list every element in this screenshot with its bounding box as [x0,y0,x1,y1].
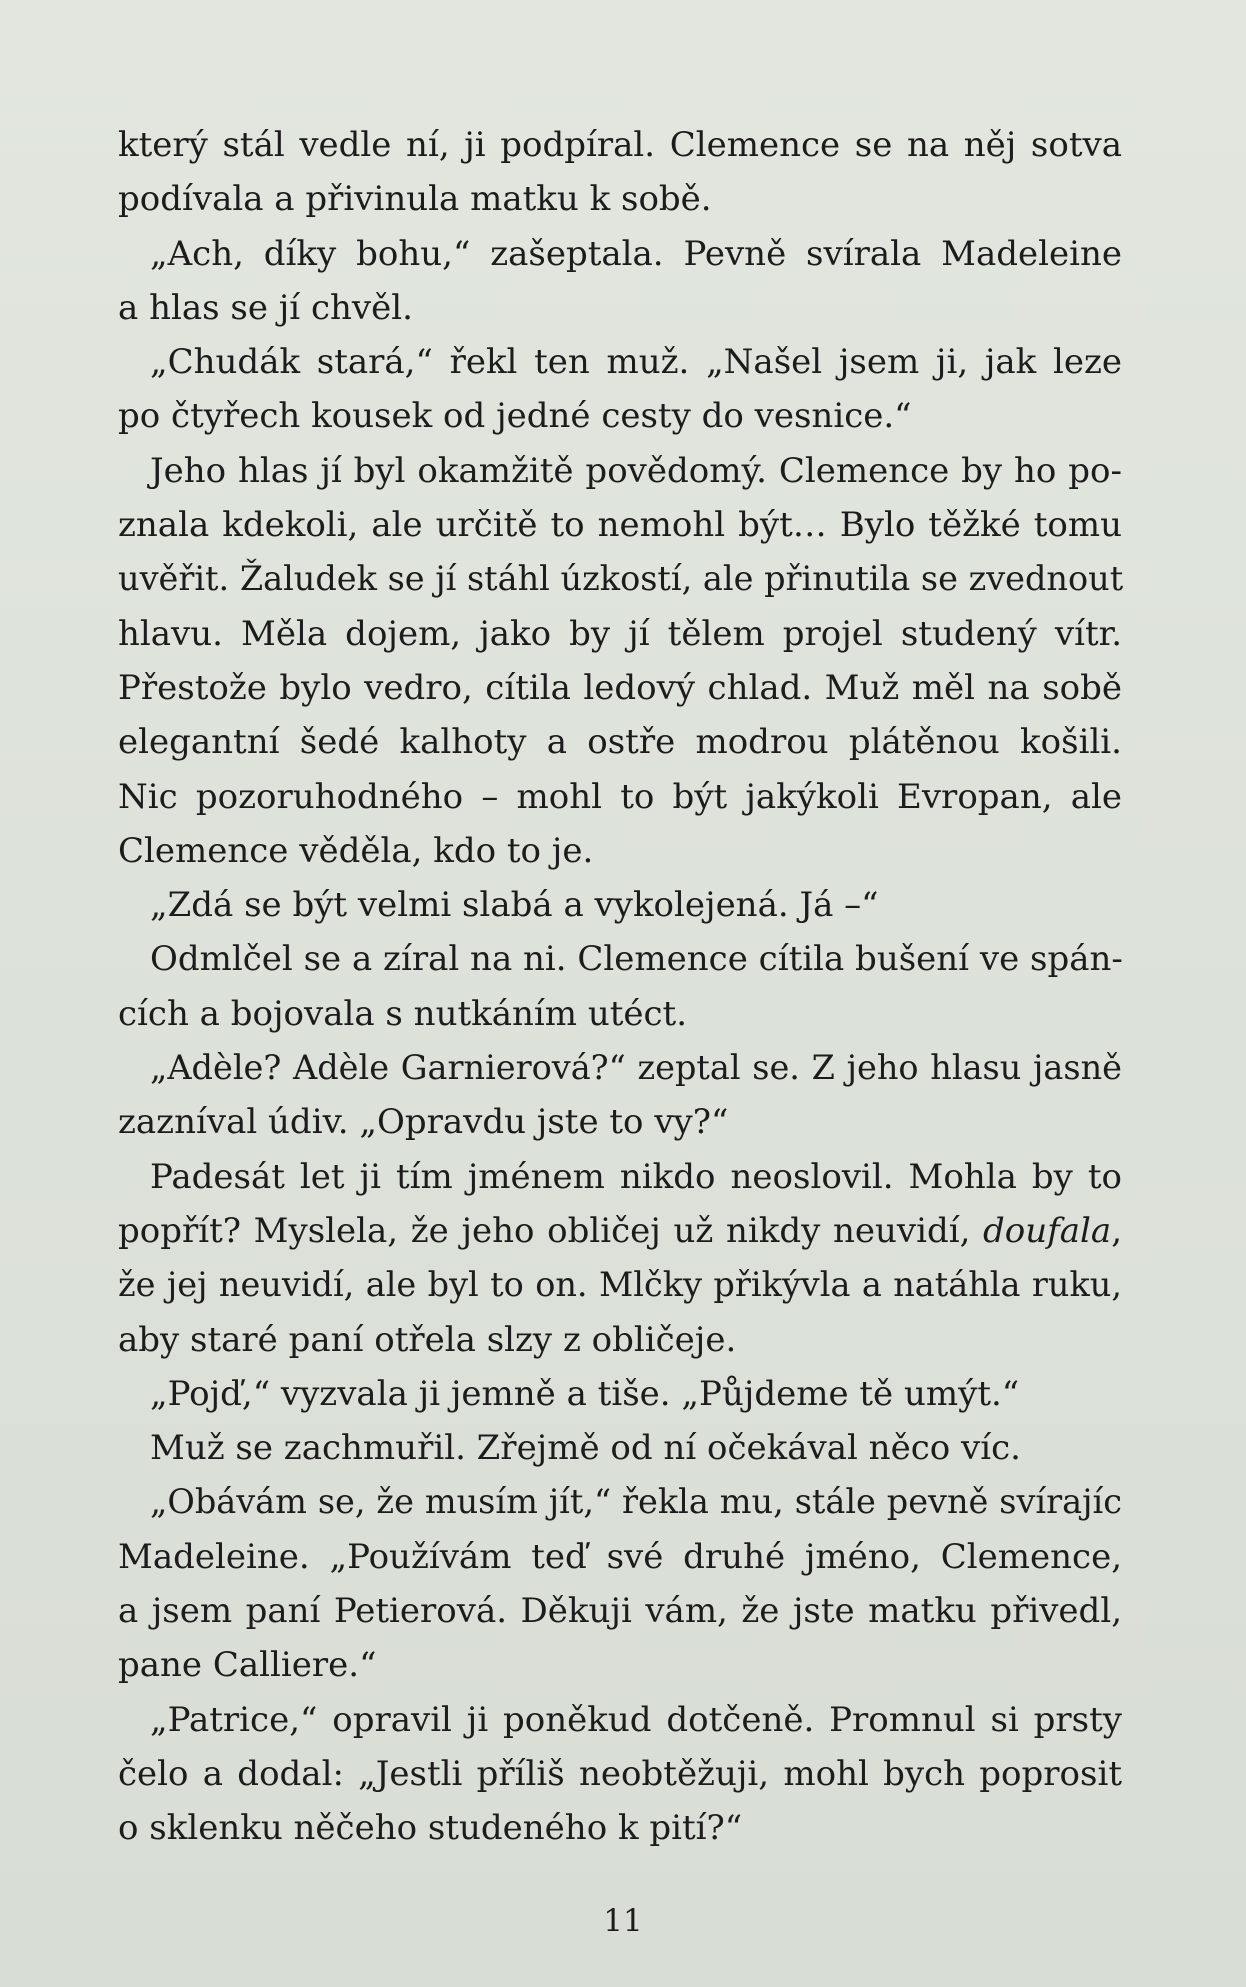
text-line: „Chudák stará,“ řekl ten muž. „Našel jsem ji, jak leze [150,342,1122,383]
text-line: „Pojď,“ vyzvala ji jemně a tiše. „Půjdeme tě umýt.“ [150,1373,1020,1414]
text-line: pane Calliere.“ [118,1645,377,1686]
text-line: aby staré paní otřela slzy z obličeje. [118,1319,737,1360]
text-line: uvěřit. Žaludek se jí stáhl úzkostí, ale přinutila se zvednout [118,559,1124,599]
text-line: který stál vedle ní, ji podpíral. Clemence se na něj sotva [118,125,1122,165]
text-line: „Zdá se být velmi slabá a vykolejená. Já –“ [150,885,879,926]
text-line: „Adèle? Adèle Garnierová?“ zeptal se. Z jeho hlasu jasně [150,1048,1122,1088]
text-line: zazníval údiv. „Opravdu jste to vy?“ [118,1102,729,1143]
text-line: Madeleine. „Používám teď své druhé jméno, Clemence, [118,1536,1122,1577]
text-line: „Obávám se, že musím jít,“ řekla mu, stále pevně svírajíc [150,1482,1122,1522]
text-line: „Patrice,“ opravil ji poněkud dotčeně. Promnul si prsty [150,1699,1122,1740]
text-line: čelo a dodal: „Jestli příliš neobtěžuji, mohl bych poprosit [118,1753,1122,1794]
page-number: 11 [603,1903,643,1939]
text-line: popřít? Myslela, že jeho obličej už nikdy neuvidí, doufala, [118,1210,1122,1251]
text-line: a hlas se jí chvěl. [118,287,413,328]
text-line: elegantní šedé kalhoty a ostře modrou plátěnou košili. [118,722,1122,763]
text-line: Nic pozoruhodného – mohl to být jakýkoli Evropan, ale [118,776,1122,817]
text-line: po čtyřech kousek od jedné cesty do vesnice.“ [118,396,912,437]
text-line: a jsem paní Petierová. Děkuji vám, že jste matku přivedl, [118,1591,1122,1632]
text-line: Jeho hlas jí byl okamžitě povědomý. Clemence by ho po- [150,450,1122,491]
text-line: hlavu. Měla dojem, jako by jí tělem projel studený vítr. [118,613,1122,654]
text-line: o sklenku něčeho studeného k pití?“ [118,1808,743,1849]
text-line: Odmlčel se a zíral na ni. Clemence cítila bušení ve spán- [150,939,1123,980]
text-line: Clemence věděla, kdo to je. [118,830,594,871]
text-line: „Ach, díky bohu,“ zašeptala. Pevně svírala Madeleine [150,233,1122,274]
text-line: že jej neuvidí, ale byl to on. Mlčky přikývla a natáhla ruku, [118,1265,1122,1305]
text-line: Přestože bylo vedro, cítila ledový chlad. Muž měl na sobě [118,667,1122,708]
text-line: Padesát let ji tím jménem nikdo neoslovil. Mohla by to [150,1156,1122,1197]
text-line: cích a bojovala s nutkáním utéct. [118,993,688,1034]
text-line: podívala a přivinula matku k sobě. [118,179,712,220]
body-text [118,118,1122,1856]
text-line: Muž se zachmuřil. Zřejmě od ní očekával něco víc. [150,1428,1021,1469]
text-line: znala kdekoli, ale určitě to nemohl být… Bylo těžké tomu [118,505,1122,546]
